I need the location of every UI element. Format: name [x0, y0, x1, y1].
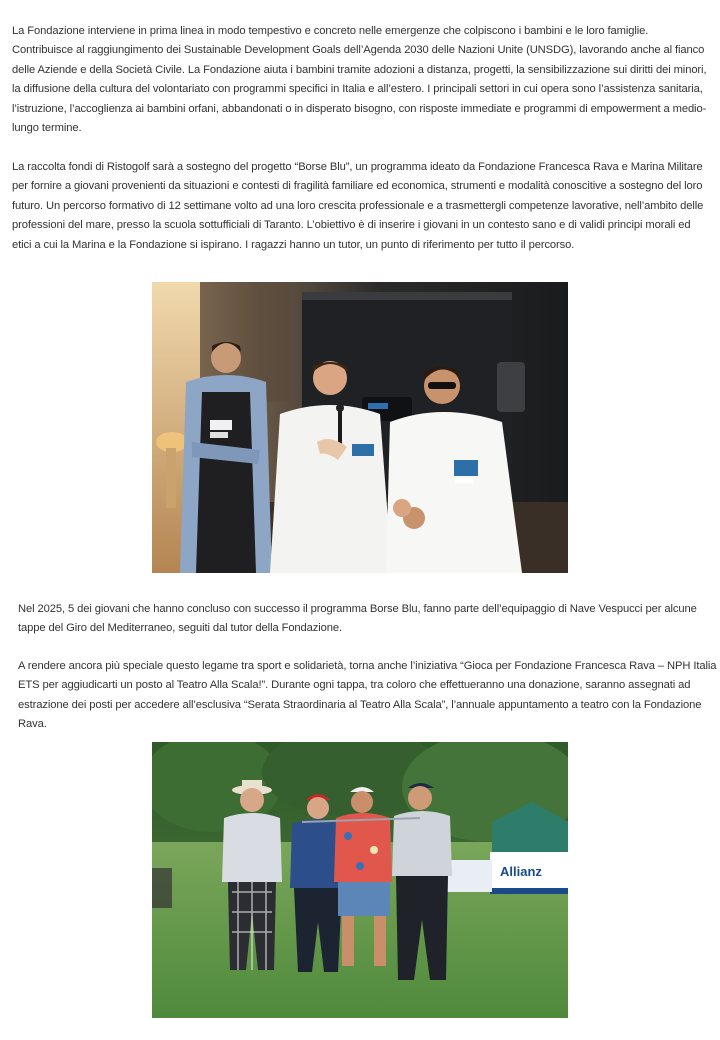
photo-golfers-group: [152, 742, 568, 1018]
paragraph-borse-blu: La raccolta fondi di Ristogolf sarà a sostegno del progetto “Borse Blu”, un programma ideato da Fondazione Francesca Rava e Marina Militare per fornire a giovani provenienti da situazioni e contesti di fragilità familiare ed economica, strumenti e modalità conoscitive a sostegno del loro futuro. Un percorso formativo di 12 settimane volto ad una loro crescita professionale e a trasmettergli competenze lavorative, nell’ambito delle professioni del mare, presso la scuola sottufficiali di Taranto. L’obiettivo è di inserire i giovani in un contesto sano e di validi principi morali ed etici a cui la Marina e la Fondazione si ispirano. I ragazzi hanno un tutor, un punto di riferimento per tutto il percorso.: [12, 161, 704, 251]
paragraph-nave-vespucci: Nel 2025, 5 dei giovani che hanno concluso con successo il programma Borse Blu, fanno parte dell’equipaggio di Nave Vespucci per alcune tappe del Giro del Mediterraneo, seguiti dal tutor della Fondazione.: [18, 603, 697, 635]
photo-chefs-cooking: [152, 282, 568, 573]
paragraph-teatro-scala: A rendere ancora più speciale questo legame tra sport e solidarietà, torna anche l’iniziativa “Gioca per Fondazione Francesca Rava – NPH Italia ETS per aggiudicarti un posto al Teatro Alla Scala!”. Durante ogni tappa, tra coloro che effettueranno una donazione, saranno assegnati ad estrazione dei posti per accedere all’esclusiva “Serata Straordinaria al Teatro Alla Scala”, l’annuale appuntamento a teatro con la Fondazione Rava.: [18, 660, 717, 731]
allianz-banner-text: Allianz: [500, 864, 542, 879]
paragraph-fondazione: La Fondazione interviene in prima linea in modo tempestivo e concreto nelle emergenze che colpiscono i bambini e le loro famiglie. Contribuisce al raggiungimento dei Sustainable Development Goals dell’Agenda 2030 delle Nazioni Unite (UNSDG), lavorando anche al fianco delle Aziende e della Società Civile. La Fondazione aiuta i bambini tramite adozioni a distanza, progetti, la sensibilizzazione sui diritti dei minori, la diffusione della cultura del volontariato con programmi specifici in Italia e all’estero. I principali settori in cui opera sono l’assistenza sanitaria, l’istruzione, l’accoglienza ai bambini orfani, abbandonati o in disperato bisogno, con risposte immediate e programmi di empowerment a medio-lungo termine.: [12, 25, 707, 135]
